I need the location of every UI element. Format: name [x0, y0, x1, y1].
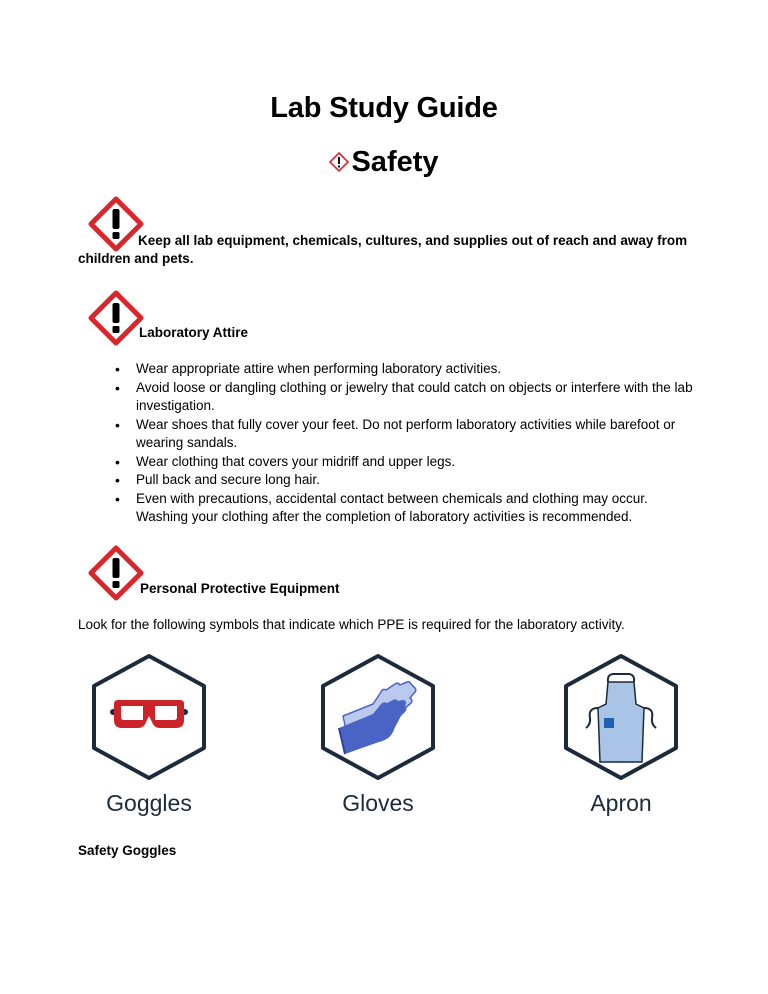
list-item: • Even with precautions, accidental contact between chemicals and clothing may occur. Washing your clothing after the completion of laboratory activities is recommended.: [78, 490, 698, 527]
list-item: • Wear shoes that fully cover your feet. Do not perform laboratory activities while barefoot or wearing sandals.: [78, 416, 698, 453]
goggles-label: Goggles: [106, 790, 192, 816]
rule-keep-out-of-reach: Keep all lab equipment, chemicals, cultures, and supplies out of reach and away from children and pets.: [78, 233, 688, 266]
list-item: • Wear appropriate attire when performing laboratory activities.: [78, 360, 698, 379]
ppe-heading: Personal Protective Equipment: [140, 581, 340, 596]
page-title: Lab Study Guide: [270, 92, 498, 124]
hazard-diamond-icon: [88, 290, 144, 346]
attire-list: [78, 360, 698, 527]
gloves-label: Gloves: [342, 790, 414, 816]
ppe-intro: Look for the following symbols that indicate which PPE is required for the laboratory activity.: [78, 617, 625, 632]
hazard-diamond-icon: [88, 545, 144, 601]
apron-label: Apron: [590, 790, 652, 816]
list-item: • Pull back and secure long hair.: [78, 471, 698, 490]
list-item: • Avoid loose or dangling clothing or jewelry that could catch on objects or interfere with the lab investigation.: [78, 379, 698, 416]
list-item: • Wear clothing that covers your midriff and upper legs.: [78, 453, 698, 472]
goggles-icon: [88, 652, 210, 782]
attire-heading: Laboratory Attire: [139, 325, 249, 340]
safety-goggles-heading: Safety Goggles: [78, 843, 177, 858]
hazard-diamond-icon: [329, 152, 349, 172]
section-title: [0, 145, 768, 179]
apron-icon: [560, 652, 682, 782]
section-title-text: Safety: [351, 145, 439, 178]
gloves-icon: [317, 652, 439, 782]
